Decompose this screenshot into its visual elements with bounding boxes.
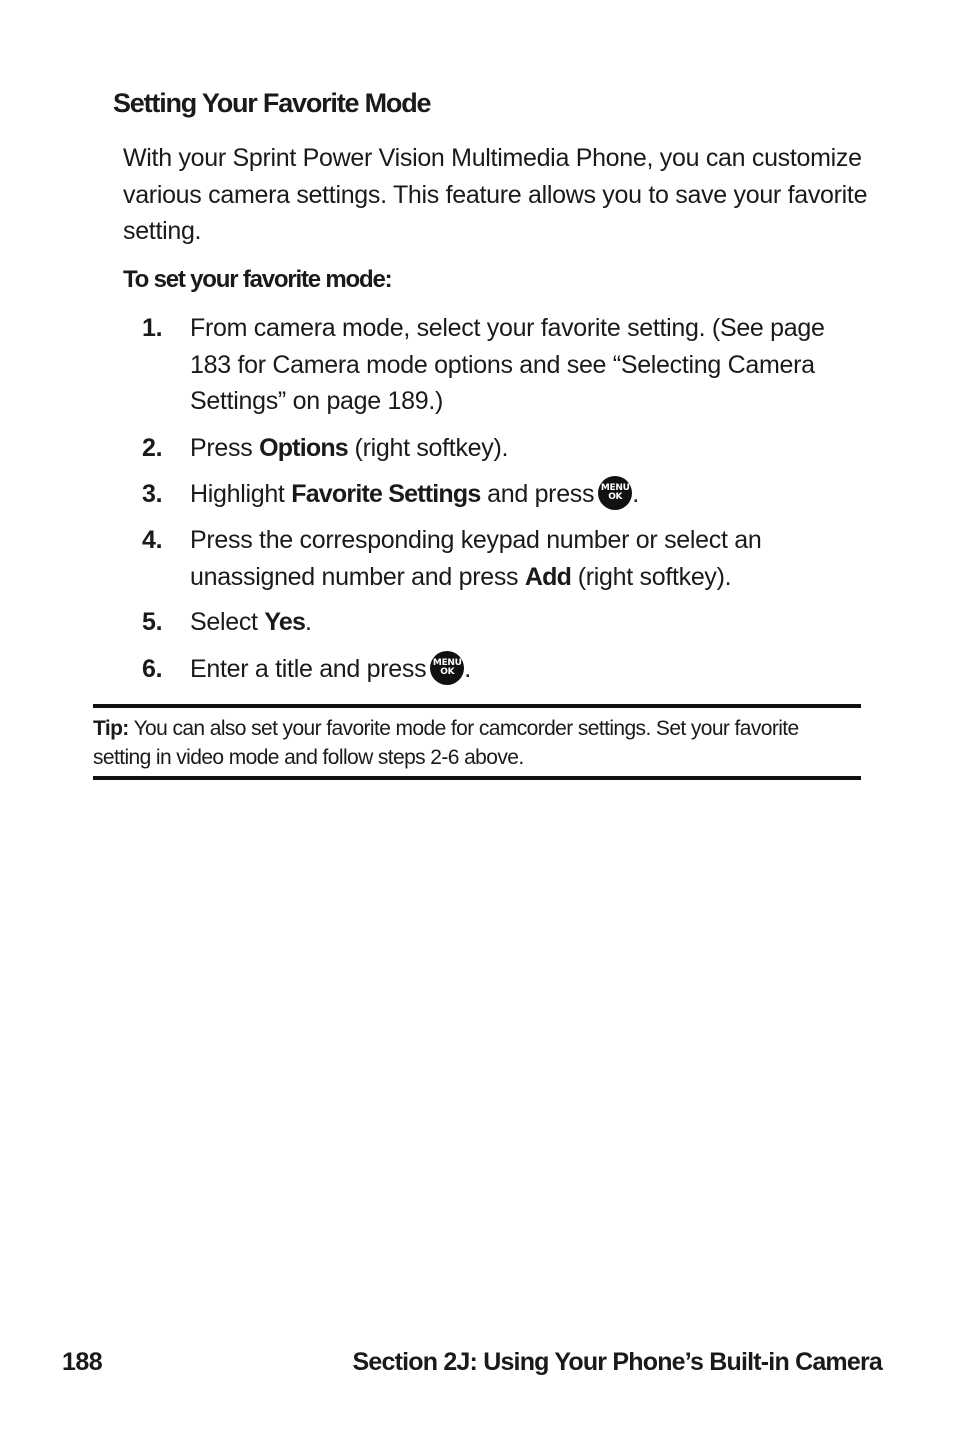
step-number: 1. (142, 314, 163, 342)
menu-key-line2: OK (608, 492, 623, 502)
step-text-pre: Select (190, 608, 265, 636)
step-number: 5. (142, 608, 163, 636)
menu-ok-key-icon (598, 476, 632, 510)
step-text-post: and press (480, 480, 595, 508)
menu-ok-key-icon (430, 651, 464, 685)
options-softkey-label: Options (259, 434, 348, 462)
menu-key-line1: MENU (600, 483, 630, 493)
step-number: 4. (142, 526, 163, 554)
step-number: 2. (142, 434, 163, 462)
step-text: Highlight Favorite Settings and press MENU OK . (190, 476, 862, 513)
tip-body: You can also set your favorite mode for camcorder settings. Set your favorite setting in video mode and follow steps 2-6 above. (93, 717, 799, 769)
step-text-pre: Press (190, 434, 260, 462)
tip-text (93, 714, 861, 772)
step-4 (142, 522, 862, 595)
yes-label: Yes (264, 608, 306, 636)
step-1 (142, 310, 862, 420)
section-title-footer: Section 2J: Using Your Phone’s Built-in Camera (352, 1348, 882, 1376)
step-text: From camera mode, select your favorite setting. (See page 183 for Camera mode options and see “Selecting Camera Settings” on page 189.) (190, 314, 825, 415)
menu-key-line1: MENU (432, 658, 462, 668)
step-text-pre: Enter a title and press (190, 655, 427, 683)
step-text-post: (right softkey). (571, 562, 732, 591)
step-text (190, 604, 862, 641)
step-number: 6. (142, 655, 163, 683)
step-text-post: . (305, 608, 312, 636)
menu-key-line2: OK (440, 667, 455, 677)
step-5 (142, 604, 862, 641)
step-text: Enter a title and press MENU OK . (190, 651, 862, 688)
step-text-post: (right softkey). (347, 434, 509, 462)
page-number: 188 (62, 1348, 103, 1376)
step-2 (142, 430, 862, 467)
step-6 (142, 651, 862, 688)
section-heading: Setting Your Favorite Mode (113, 88, 431, 118)
favorite-settings-label: Favorite Settings (291, 480, 481, 508)
step-text-pre: Highlight (190, 480, 292, 508)
step-text (190, 430, 862, 467)
intro-paragraph: With your Sprint Power Vision Multimedia Phone, you can customize various camera settings. This feature allows you to save your favorite setting. (123, 144, 868, 245)
procedure-subheading: To set your favorite mode: (123, 266, 392, 293)
step-3 (142, 476, 862, 513)
tip-label: Tip: (93, 717, 129, 740)
step-number: 3. (142, 480, 163, 508)
step-text-pre: Press the corresponding keypad number or select an unassigned number and press (190, 526, 762, 591)
add-softkey-label: Add (524, 562, 572, 591)
step-text (190, 522, 862, 595)
tip-box (93, 704, 861, 780)
